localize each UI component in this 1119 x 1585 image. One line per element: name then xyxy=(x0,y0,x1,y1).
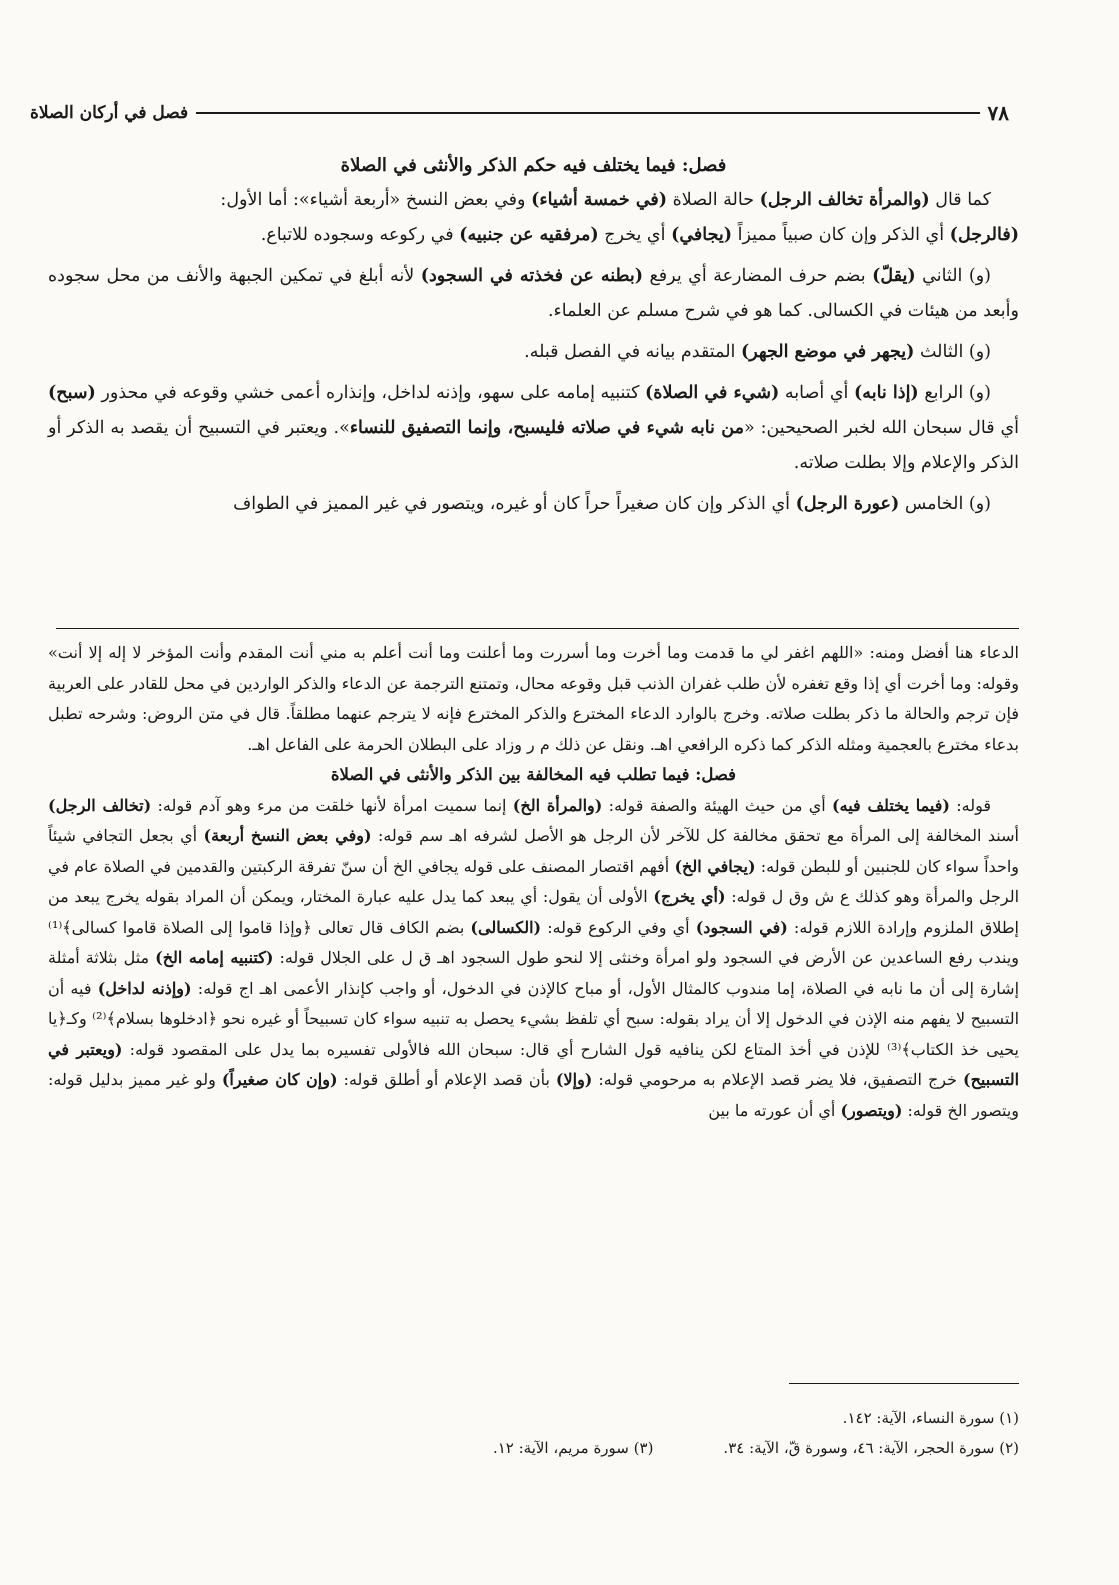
matn-text: (مرفقيه عن جنبيه) xyxy=(459,225,599,245)
footnotes xyxy=(48,1403,1019,1463)
text: خرج التصفيق، فلا يضر قصد الإعلام به مرحومي قوله: xyxy=(592,1070,964,1089)
text: كما قال xyxy=(929,190,991,210)
text: (و) الثاني xyxy=(915,266,991,286)
text: كتنبيه إمامه على سهو، وإذنه لداخل، وإنذاره أعمى خشي وقوعه في محذور xyxy=(95,383,646,403)
text: مثل بثلاثة أمثلة إشارة إلى أن ما نابه في الصلاة، إما مندوب كالمثال الأول، أو مباح كالإذن في الدخول، أو واجب كإنذار الأعمى اهـ اج قوله: xyxy=(48,948,1020,998)
quoted-term: (وإذنه لداخل) xyxy=(97,978,192,998)
quoted-term: (وإلا) xyxy=(555,1070,593,1089)
text: أي قال سبحان الله لخبر الصحيحين: « xyxy=(744,418,1019,438)
text: المتقدم بيانه في الفصل قبله. xyxy=(524,342,741,362)
quoted-term: (والمرأة الخ) xyxy=(512,795,603,815)
paragraph-2 xyxy=(48,259,1019,329)
footnote-divider xyxy=(789,1383,1019,1384)
commentary-heading: فصل: فيما تطلب فيه المخالفة بين الذكر والأنثى في الصلاة xyxy=(330,765,737,784)
paragraph-5 xyxy=(48,487,1019,522)
quoted-term: (فيما يختلف فيه) xyxy=(832,795,950,815)
text: لأنه أبلغ في تمكين الجبهة والأنف من محل سجوده وأبعد من هيئات في الكسالى. كما هو في شرح مسلم عن العلماء. xyxy=(48,266,1019,321)
text: أي من حيث الهيئة والصفة قوله: xyxy=(602,795,833,815)
hadith-text: من نابه شيء في صلاته فليسبح، وإنما التصفيق للنساء xyxy=(349,418,745,438)
text: (و) الرابع xyxy=(918,383,991,403)
text: ». ويعتبر في التسبيح أن يقصد به الذكر أو الذكر والإعلام وإلا بطلت صلاته. xyxy=(48,418,1019,473)
matn-text: (يجهر في موضع الجهر) xyxy=(740,342,915,362)
quoted-term: (ويتصور) xyxy=(840,1100,903,1120)
section-heading: فصل: فيما يختلف فيه حكم الذكر والأنثى في الصلاة xyxy=(340,155,727,176)
running-title: فصل في أركان الصلاة xyxy=(30,103,189,123)
matn-text: (فالرجل) xyxy=(949,225,1019,245)
text: أي أصابه xyxy=(779,383,855,403)
footnote-3: (٣) سورة مريم، الآية: ١٢. xyxy=(492,1439,654,1457)
page-number: ٧٨ xyxy=(987,101,1009,125)
matn-text: (بطنه عن فخذته في السجود) xyxy=(420,266,643,286)
matn-text: (والمرأة تخالف الرجل) xyxy=(759,190,930,210)
quoted-term: (ويعتبر في التسبيح) xyxy=(48,1039,1020,1089)
text: أي أن عورته ما بين xyxy=(708,1100,841,1120)
quoted-term: (يجافي الخ) xyxy=(674,856,756,876)
quoted-term: (الكسالى) xyxy=(470,917,542,937)
matn-text: (إذا نابه) xyxy=(854,383,919,403)
quoted-term: (وإن كان صغيراً) xyxy=(221,1070,338,1089)
quoted-term: (وفي بعض النسخ أربعة) xyxy=(203,826,372,845)
text: حالة الصلاة xyxy=(667,190,760,210)
paragraph-1 xyxy=(48,183,1019,253)
footnote-1: (١) سورة النساء، الآية: ١٤٢. xyxy=(842,1409,1019,1427)
paragraph-3 xyxy=(48,335,1019,370)
quoted-term: (في السجود) xyxy=(695,917,788,937)
footnote-2: (٢) سورة الحجر، الآية: ٤٦، وسورة قّ، الآية: ٣٤. xyxy=(723,1439,1019,1457)
text: أي بجعل التجافي شيئاً واحداً سواء كان للجنبين أو للبطن قوله: xyxy=(48,826,1020,876)
matn-text: (يقلّ) xyxy=(872,266,916,286)
matn-text: (عورة الرجل) xyxy=(795,494,900,514)
text: فيه أن التسبيح لا يفهم منه الإذن في الدخول إلا أن يراد بقوله: سبح أي تلفظ بشيء يحصل به تنبيه سواء كان تسبيحاً أو غيره نحو ﴿ادخلوها بسلام﴾⁽²⁾ وكـ﴿يا يحيى خذ الكتاب﴾⁽³⁾ للإذن في أخذ المتاع لكن ينافيه قول الشارح أي قال: سبحان الله فالأولى تفسيره بما يدل على المقصود قوله: xyxy=(48,978,1020,1059)
text: بضم الكاف قال تعالى ﴿وإذا قاموا إلى الصلاة قاموا كسالى﴾⁽¹⁾ ويندب رفع الساعدين عن الأرض في السجود ولو امرأة وخنثى إلا لنحو طول السجود اهـ ق ل على الجلال قوله: xyxy=(48,917,1019,967)
matn-text: (يجافي) xyxy=(671,225,733,245)
header-rule xyxy=(196,112,979,114)
text: الأولى أن يقول: أي يبعد كما يدل عليه عبارة المختار، ويمكن أن المراد بقوله يخرج يبعد من إطلاق الملزوم وإرادة اللازم قوله: xyxy=(48,887,1020,937)
text: (و) الثالث xyxy=(914,342,991,362)
main-text xyxy=(48,148,1019,528)
text: وفي بعض النسخ «أربعة أشياء»: أما الأول: xyxy=(220,190,532,210)
text: في ركوعه وسجوده للاتباع. xyxy=(260,225,460,245)
commentary-paragraph-1: الدعاء هنا أفضل ومنه: «اللهم اغفر لي ما قدمت وما أخرت وما أسررت وما أعلنت وما أنت أعلم به مني أنت المقدم وأنت المؤخر لا إله إلا أنت» وقوله: وما أخرت أي إذا وقع تغفره لأن طلب غفران الذنب قبل وقوعه محال، وتمتنع الترجمة عن الدعاء والذكر الواردين في محل للقادر على العربية فإن ترجم والحالة ما ذكر بطلت صلاته. وخرج بالوارد الدعاء المخترع والذكر المخترع فإنه لا يترجم عنهما مطلقاً. قال في متن الروض: وشرحه تطبل بدعاء مخترع بالعجمية ومثله الذكر كما ذكره الرافعي اهـ. ونقل عن ذلك م ر وزاد على البطلان الحرمة على الفاعل اهـ. xyxy=(48,643,1020,754)
text: أي يخرج xyxy=(598,225,672,245)
commentary-paragraph-2 xyxy=(48,791,1019,1127)
text: أي الذكر وإن كان صغيراً حراً كان أو غيره، ويتصور في غير المميز في الطواف xyxy=(233,494,796,514)
text: (و) الخامس xyxy=(899,494,991,514)
quoted-term: (أي يخرج) xyxy=(653,887,726,906)
text: بضم حرف المضارعة أي يرفع xyxy=(643,266,873,286)
text: إنما سميت امرأة لأنها خلقت من مرء وهو آدم قوله: xyxy=(151,795,513,815)
section-divider xyxy=(56,628,1019,629)
text: أفهم اقتصار المصنف على قوله يجافي الخ أن سنّ تفرقة الركبتين والقدمين في الصلاة عام في الرجل والمرأة وهو كذلك ع ش وق ل قوله: xyxy=(48,856,1020,906)
matn-text: (سبح) xyxy=(48,383,96,403)
commentary-text xyxy=(48,638,1019,1126)
text: ولو غير مميز بدليل قوله: ويتصور الخ قوله: xyxy=(48,1070,1019,1120)
matn-text: (في خمسة أشياء) xyxy=(531,190,668,210)
page-header xyxy=(30,96,1009,130)
text: قوله: xyxy=(949,795,992,815)
text: بأن قصد الإعلام أو أطلق قوله: xyxy=(337,1070,556,1089)
text: أي وفي الركوع قوله: xyxy=(541,917,696,937)
quoted-term: (كتنبيه إمامه الخ) xyxy=(155,948,274,967)
paragraph-4 xyxy=(48,376,1019,481)
text: أي الذكر وإن كان صبياً مميزاً xyxy=(732,225,950,245)
matn-text: (شيء في الصلاة) xyxy=(645,383,780,403)
quoted-term: (تخالف الرجل) xyxy=(48,795,152,815)
text: أسند المخالفة إلى المرأة مع تحقق مخالفة كل للآخر لأن الرجل هو الأصل لشرفه اهـ سم قوله: xyxy=(371,826,1019,845)
